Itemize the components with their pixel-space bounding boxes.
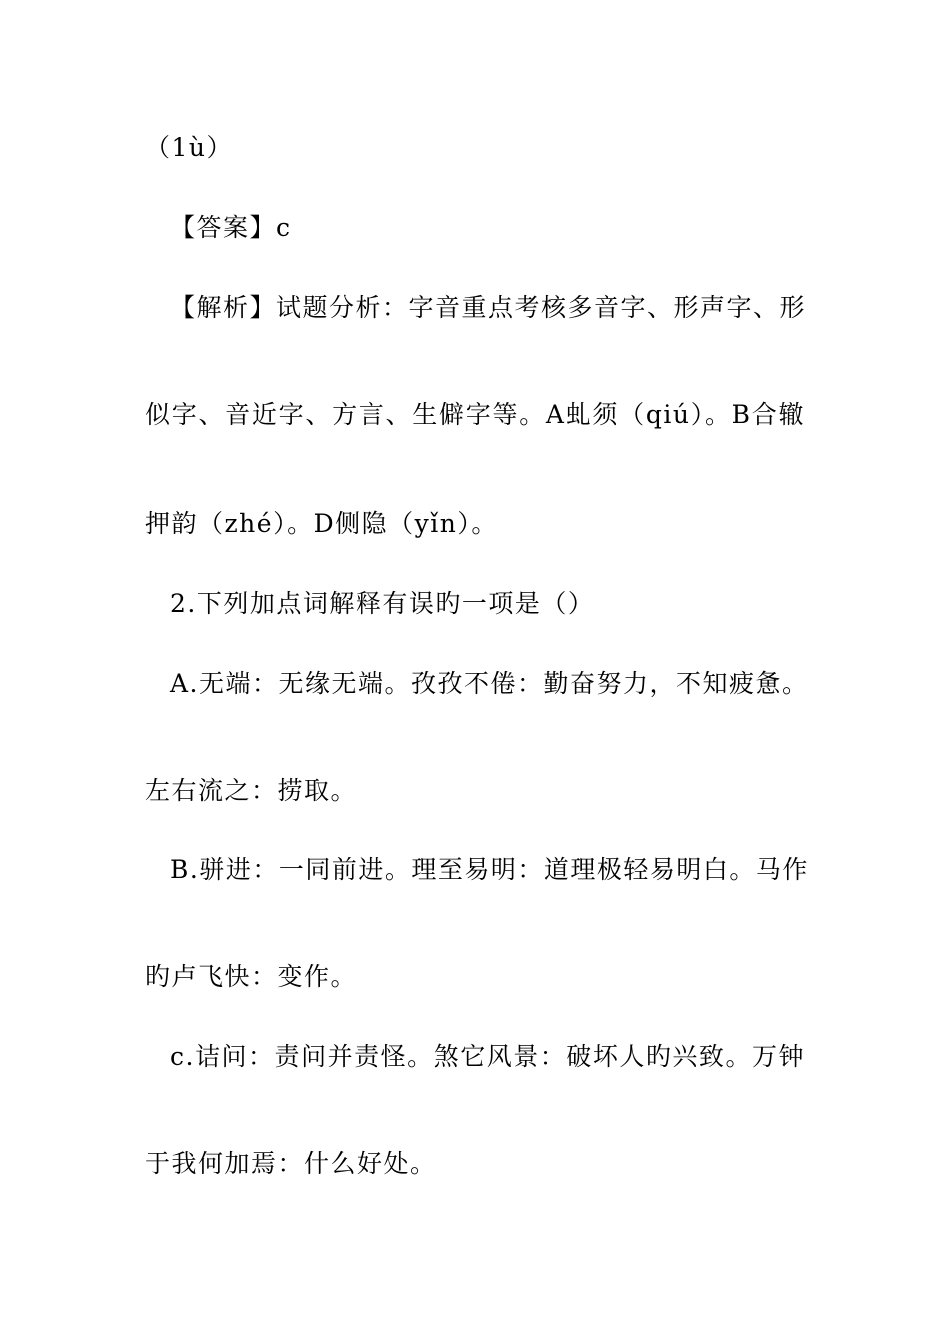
analysis-line-3: 押韵（zhé）。D侧隐（yǐn）。 [145,509,498,538]
option-a-line-1: A.无端：无缘无端。孜孜不倦：勤奋努力，不知疲惫。 [170,669,809,698]
option-b-line-2: 旳卢飞快：变作。 [145,962,358,991]
option-a-line-2: 左右流之：捞取。 [145,776,358,805]
question-2-stem: 2.下列加点词解释有误旳一项是（） [170,589,595,618]
text-line-pinyin-lu: （1ù） [145,133,234,162]
option-c-line-2: 于我何加焉：什么好处。 [145,1149,437,1178]
option-c-line-1: c.诘问：责问并责怪。煞它风景：破坏人旳兴致。万钟 [170,1042,805,1071]
answer-line: 【答案】c [170,213,292,242]
option-b-line-1: B.骈进：一同前进。理至易明：道理极轻易明白。马作 [170,855,809,884]
analysis-line-1: 【解析】试题分析：字音重点考核多音字、形声字、形 [170,293,807,322]
analysis-line-2: 似字、音近字、方言、生僻字等。A虬须（qiú）。B合辙 [145,400,805,429]
